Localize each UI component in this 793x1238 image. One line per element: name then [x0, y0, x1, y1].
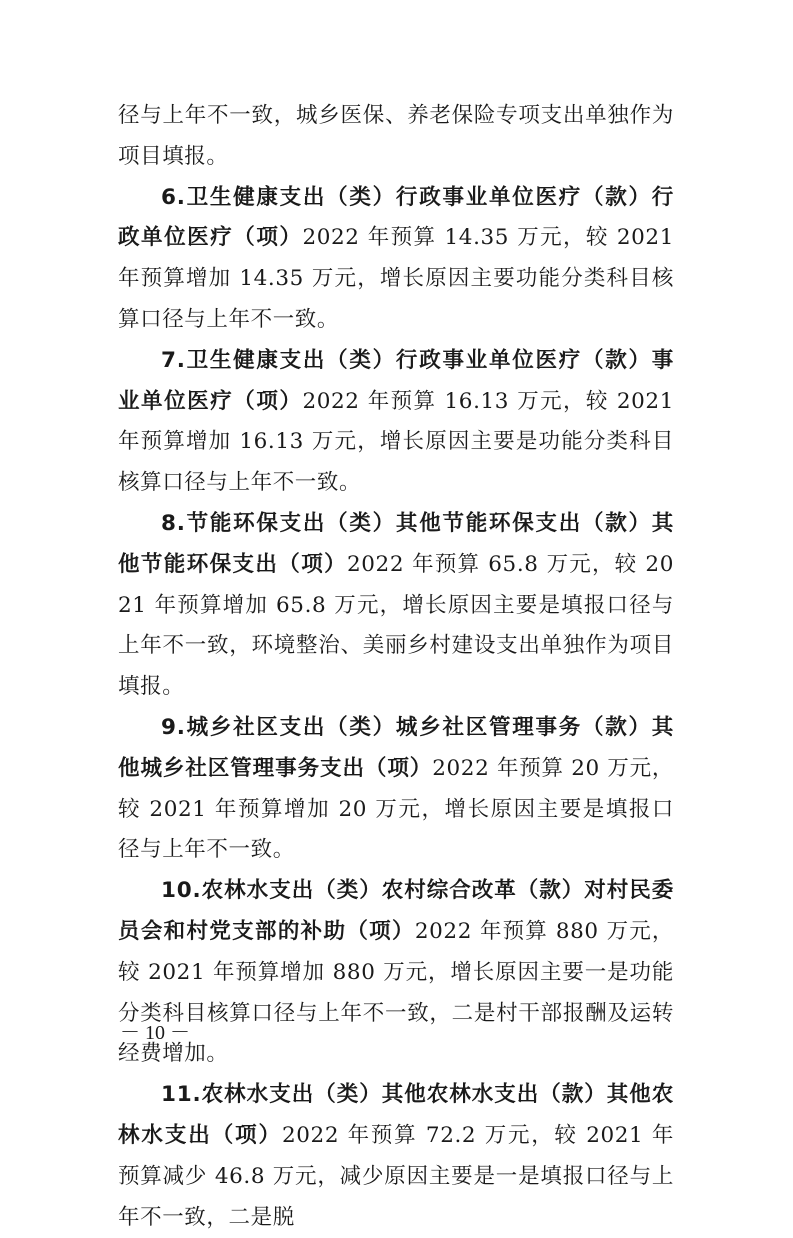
item-text: 2022 年预算 880 万元，较 2021 年预算增加 880 万元，增长原因主要一是功能分类科目核算口径与上年不一致，二是村干部报酬及运转经费增加。: [118, 918, 674, 1067]
document-body: [118, 96, 674, 1238]
paragraph-item-7: [118, 341, 674, 504]
item-heading: 11.农林水支出（类）其他农林水支出（款）其他农林水支出（项）: [118, 1082, 674, 1148]
page-number-text: － 10 －: [120, 1022, 190, 1044]
item-text: 2022 年预算 65.8 万元，较 2021 年预算增加 65.8 万元，增长原因主要是填报口径与上年不一致，环境整治、美丽乡村建设支出单独作为项目填报。: [118, 551, 674, 700]
paragraph-continued: [118, 96, 674, 178]
paragraph-item-10: [118, 871, 674, 1075]
paragraph-item-6: [118, 178, 674, 341]
item-heading: 6.卫生健康支出（类）行政事业单位医疗（款）行政单位医疗（项）: [118, 184, 674, 251]
item-text: 2022 年预算 72.2 万元，较 2021 年预算减少 46.8 万元，减少原因主要是一是填报口径与上年不一致，二是脱: [118, 1122, 674, 1230]
paragraph-text: 径与上年不一致，城乡医保、养老保险专项支出单独作为项目填报。: [118, 103, 674, 169]
item-heading: 7.卫生健康支出（类）行政事业单位医疗（款）事业单位医疗（项）: [118, 347, 674, 414]
item-heading: 9.城乡社区支出（类）城乡社区管理事务（款）其他城乡社区管理事务支出（项）: [118, 714, 674, 781]
paragraph-item-11: [118, 1075, 674, 1238]
item-heading: 8.节能环保支出（类）其他节能环保支出（款）其他节能环保支出（项）: [118, 510, 674, 577]
item-text: 2022 年预算 14.35 万元，较 2021 年预算增加 14.35 万元，增长原因主要功能分类科目核算口径与上年不一致。: [118, 225, 674, 332]
item-text: 2022 年预算 20 万元，较 2021 年预算增加 20 万元，增长原因主要是填报口径与上年不一致。: [118, 755, 674, 863]
item-text: 2022 年预算 16.13 万元，较 2021 年预算增加 16.13 万元，增长原因主要是功能分类科目核算口径与上年不一致。: [118, 388, 674, 496]
paragraph-item-8: [118, 504, 674, 708]
paragraph-item-9: [118, 708, 674, 871]
item-heading: 10.农林水支出（类）农村综合改革（款）对村民委员会和村党支部的补助（项）: [118, 878, 674, 944]
